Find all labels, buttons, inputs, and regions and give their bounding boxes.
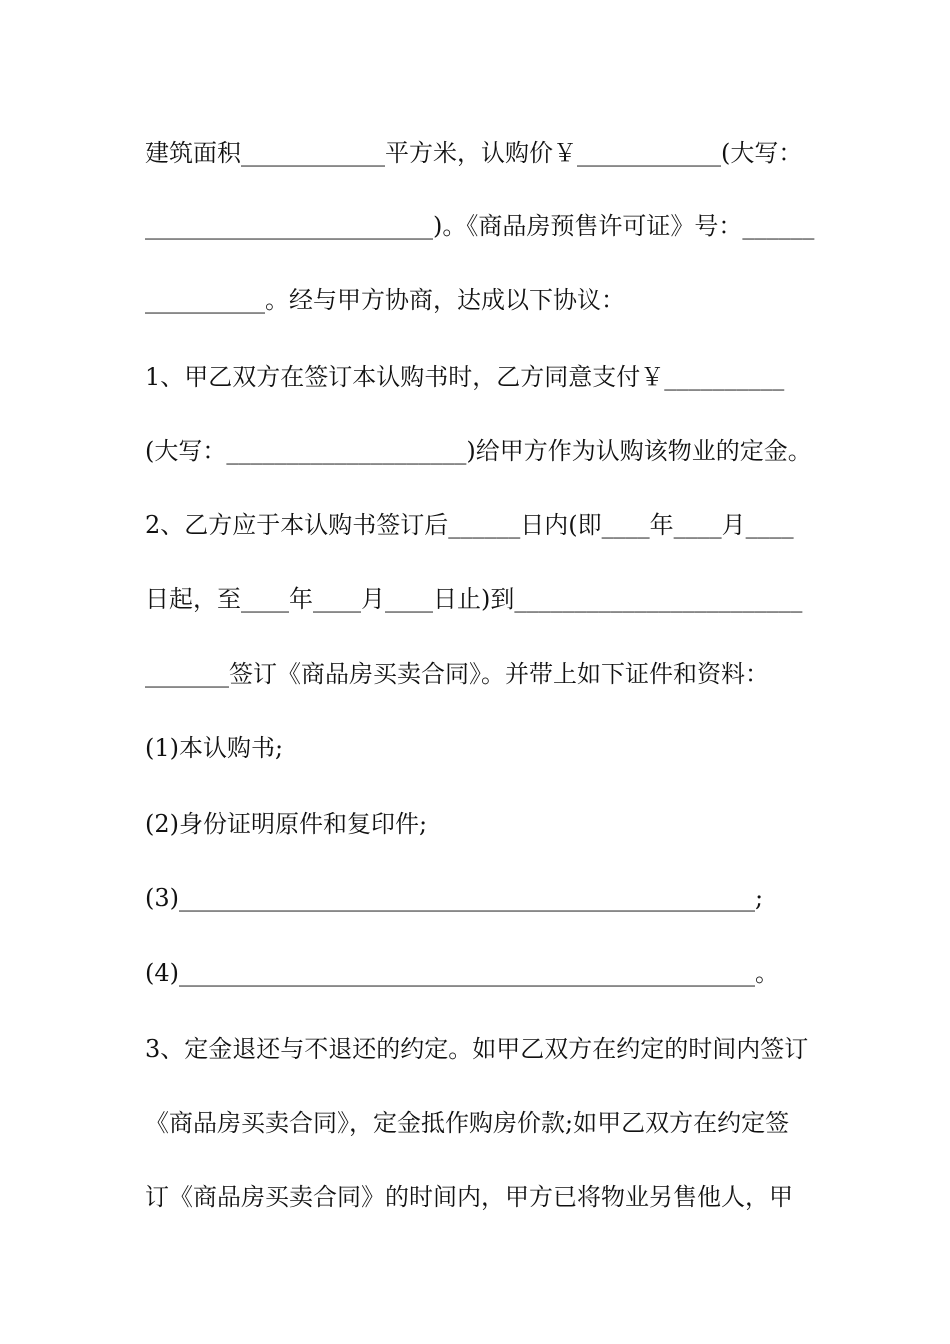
text-line-area-price: 建筑面积____________平方米，认购价￥____________(大写： bbox=[145, 139, 803, 167]
list-item-3: (3)________________________________________________; bbox=[145, 884, 764, 912]
text-line-agreement-intro: __________。经与甲方协商，达成以下协议： bbox=[145, 286, 625, 314]
list-item-4: (4)________________________________________________。 bbox=[145, 959, 779, 987]
text-line-clause-2-end: _______签订《商品房买卖合同》。并带上如下证件和资料： bbox=[145, 660, 769, 688]
text-line-clause-3-cont: 《商品房买卖合同》，定金抵作购房价款;如甲乙双方在约定签 bbox=[145, 1109, 790, 1137]
text-line-clause-1-cont: (大写：____________________)给甲方作为认购该物业的定金。 bbox=[145, 437, 812, 465]
list-item-1: (1)本认购书; bbox=[145, 734, 284, 762]
text-line-clause-1: 1、甲乙双方在签订本认购书时，乙方同意支付￥__________ bbox=[145, 363, 785, 391]
text-line-presale-permit: ________________________)。《商品房预售许可证》号：______ bbox=[145, 212, 815, 240]
text-line-clause-2: 2、乙方应于本认购书签订后______日内(即____年____月____ bbox=[145, 511, 794, 539]
text-line-clause-3: 3、定金退还与不退还的约定。如甲乙双方在约定的时间内签订 bbox=[145, 1035, 809, 1063]
text-line-clause-2-cont: 日起，至____年____月____日止)到________________________ bbox=[145, 585, 803, 613]
text-line-clause-3-end: 订《商品房买卖合同》的时间内，甲方已将物业另售他人，甲 bbox=[145, 1183, 793, 1211]
list-item-2: (2)身份证明原件和复印件; bbox=[145, 810, 428, 838]
